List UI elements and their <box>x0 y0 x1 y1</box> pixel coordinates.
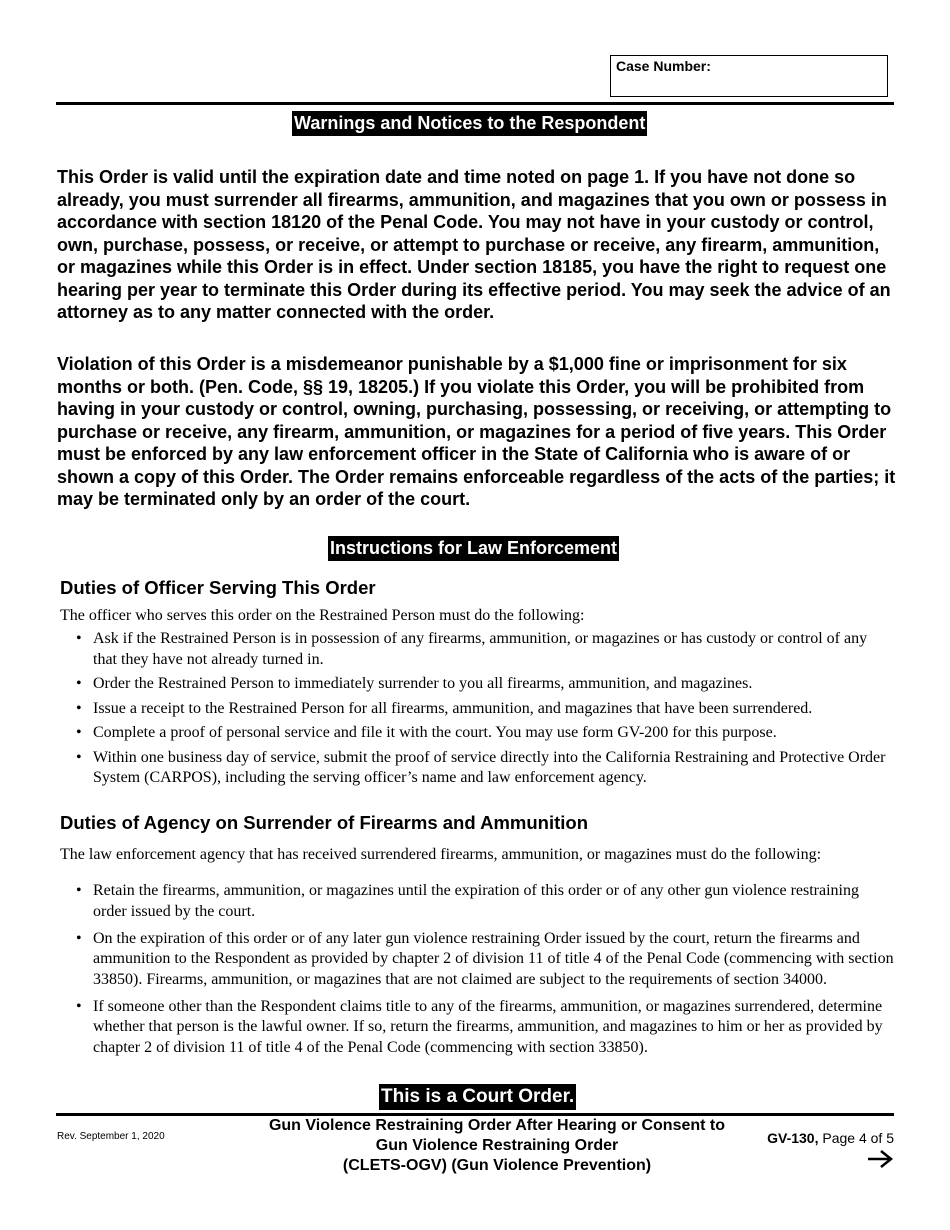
case-number-box[interactable] <box>610 55 888 97</box>
warnings-paragraph-1: This Order is valid until the expiration date and time noted on page 1. If you have not done so already, you must surrender all firearms, ammunition, and magazines that you own or possess in accordance with section 18120 of the Penal Code. You may not have in your custody or control, own, purchase, possess, or receive, or attempt to purchase or receive, any firearm, ammunition, or magazines while this Order is in effect. Under section 18185, you have the right to request one hearing per year to terminate this Order during its effective period. You may seek the advice of an attorney as to any matter connected with the order. <box>57 167 891 322</box>
page-info: Page 4 of 5 <box>822 1130 894 1146</box>
agency-duties-intro: The law enforcement agency that has received surrendered firearms, ammunition, or magazines must do the following: <box>60 846 822 863</box>
list-item: • Complete a proof of personal service and file it with the court. You may use form GV-200 for this purpose. <box>60 723 895 744</box>
instructions-title: Instructions for Law Enforcement <box>328 536 619 561</box>
warnings-title: Warnings and Notices to the Respondent <box>292 111 647 136</box>
list-item: • Retain the firearms, ammunition, or magazines until the expiration of this order or of any other gun violence restraining order issued by the court. <box>60 881 895 922</box>
officer-duties-heading: Duties of Officer Serving This Order <box>60 577 376 598</box>
list-item: • On the expiration of this order or of any later gun violence restraining Order issued by the court, return the firearms and ammunition to the Respondent as provided by chapter 2 of division 11 of title 4 of the Penal Code (commencing with section 33850). Firearms, ammunition, or magazines that are not claimed are subject to the requirements of section 34000. <box>60 929 895 991</box>
header-rule <box>56 102 894 105</box>
officer-duties-intro: The officer who serves this order on the Restrained Person must do the following: <box>60 607 585 624</box>
list-item: • Ask if the Restrained Person is in possession of any firearms, ammunition, or magazines or has custody or control of any that they have not already turned in. <box>60 629 895 670</box>
form-title-line-2: Gun Violence Restraining Order <box>375 1137 619 1154</box>
case-number-label: Case Number: <box>616 58 711 74</box>
agency-duties-list <box>60 881 895 1065</box>
form-title <box>247 1116 747 1176</box>
form-number: GV-130, <box>767 1130 819 1146</box>
list-item: • Order the Restrained Person to immediately surrender to you all firearms, ammunition, and magazines. <box>60 674 895 695</box>
form-title-line-3: (CLETS-OGV) (Gun Violence Prevention) <box>342 1157 652 1174</box>
form-id <box>767 1130 894 1146</box>
warnings-paragraph-2: Violation of this Order is a misdemeanor punishable by a $1,000 fine or imprisonment for six months or both. (Pen. Code, §§ 19, 18205.) If you violate this Order, you will be prohibited from having in your custody or control, owning, purchasing, possessing, or receiving, or attempting to purchase or receive, any firearm, ammunition, or magazines for a period of five years. This Order must be enforced by any law enforcement officer in the State of California who is aware of or shown a copy of this Order. The Order remains enforceable regardless of the acts of the parties; it may be terminated only by an order of the court. <box>57 354 896 509</box>
court-order-banner: This is a Court Order. <box>379 1084 576 1110</box>
agency-duties-heading: Duties of Agency on Surrender of Firearms and Ammunition <box>60 812 588 833</box>
revision-date: Rev. September 1, 2020 <box>57 1131 165 1142</box>
officer-duties-list <box>60 629 895 793</box>
list-item: • Issue a receipt to the Restrained Person for all firearms, ammunition, and magazines that have been surrendered. <box>60 699 895 720</box>
list-item: • If someone other than the Respondent claims title to any of the firearms, ammunition, or magazines surrendered, determine whether that person is the lawful owner. If so, return the firearms, ammunition, and magazines to him or her as provided by chapter 2 of division 11 of title 4 of the Penal Code (commencing with section 33850). <box>60 997 895 1059</box>
list-item: • Within one business day of service, submit the proof of service directly into the California Restraining and Protective Order System (CARPOS), including the serving officer’s name and law enforcement agency. <box>60 748 895 789</box>
arrow-right-icon[interactable] <box>866 1148 894 1170</box>
form-title-line-1: Gun Violence Restraining Order After Hearing or Consent to <box>268 1117 726 1134</box>
